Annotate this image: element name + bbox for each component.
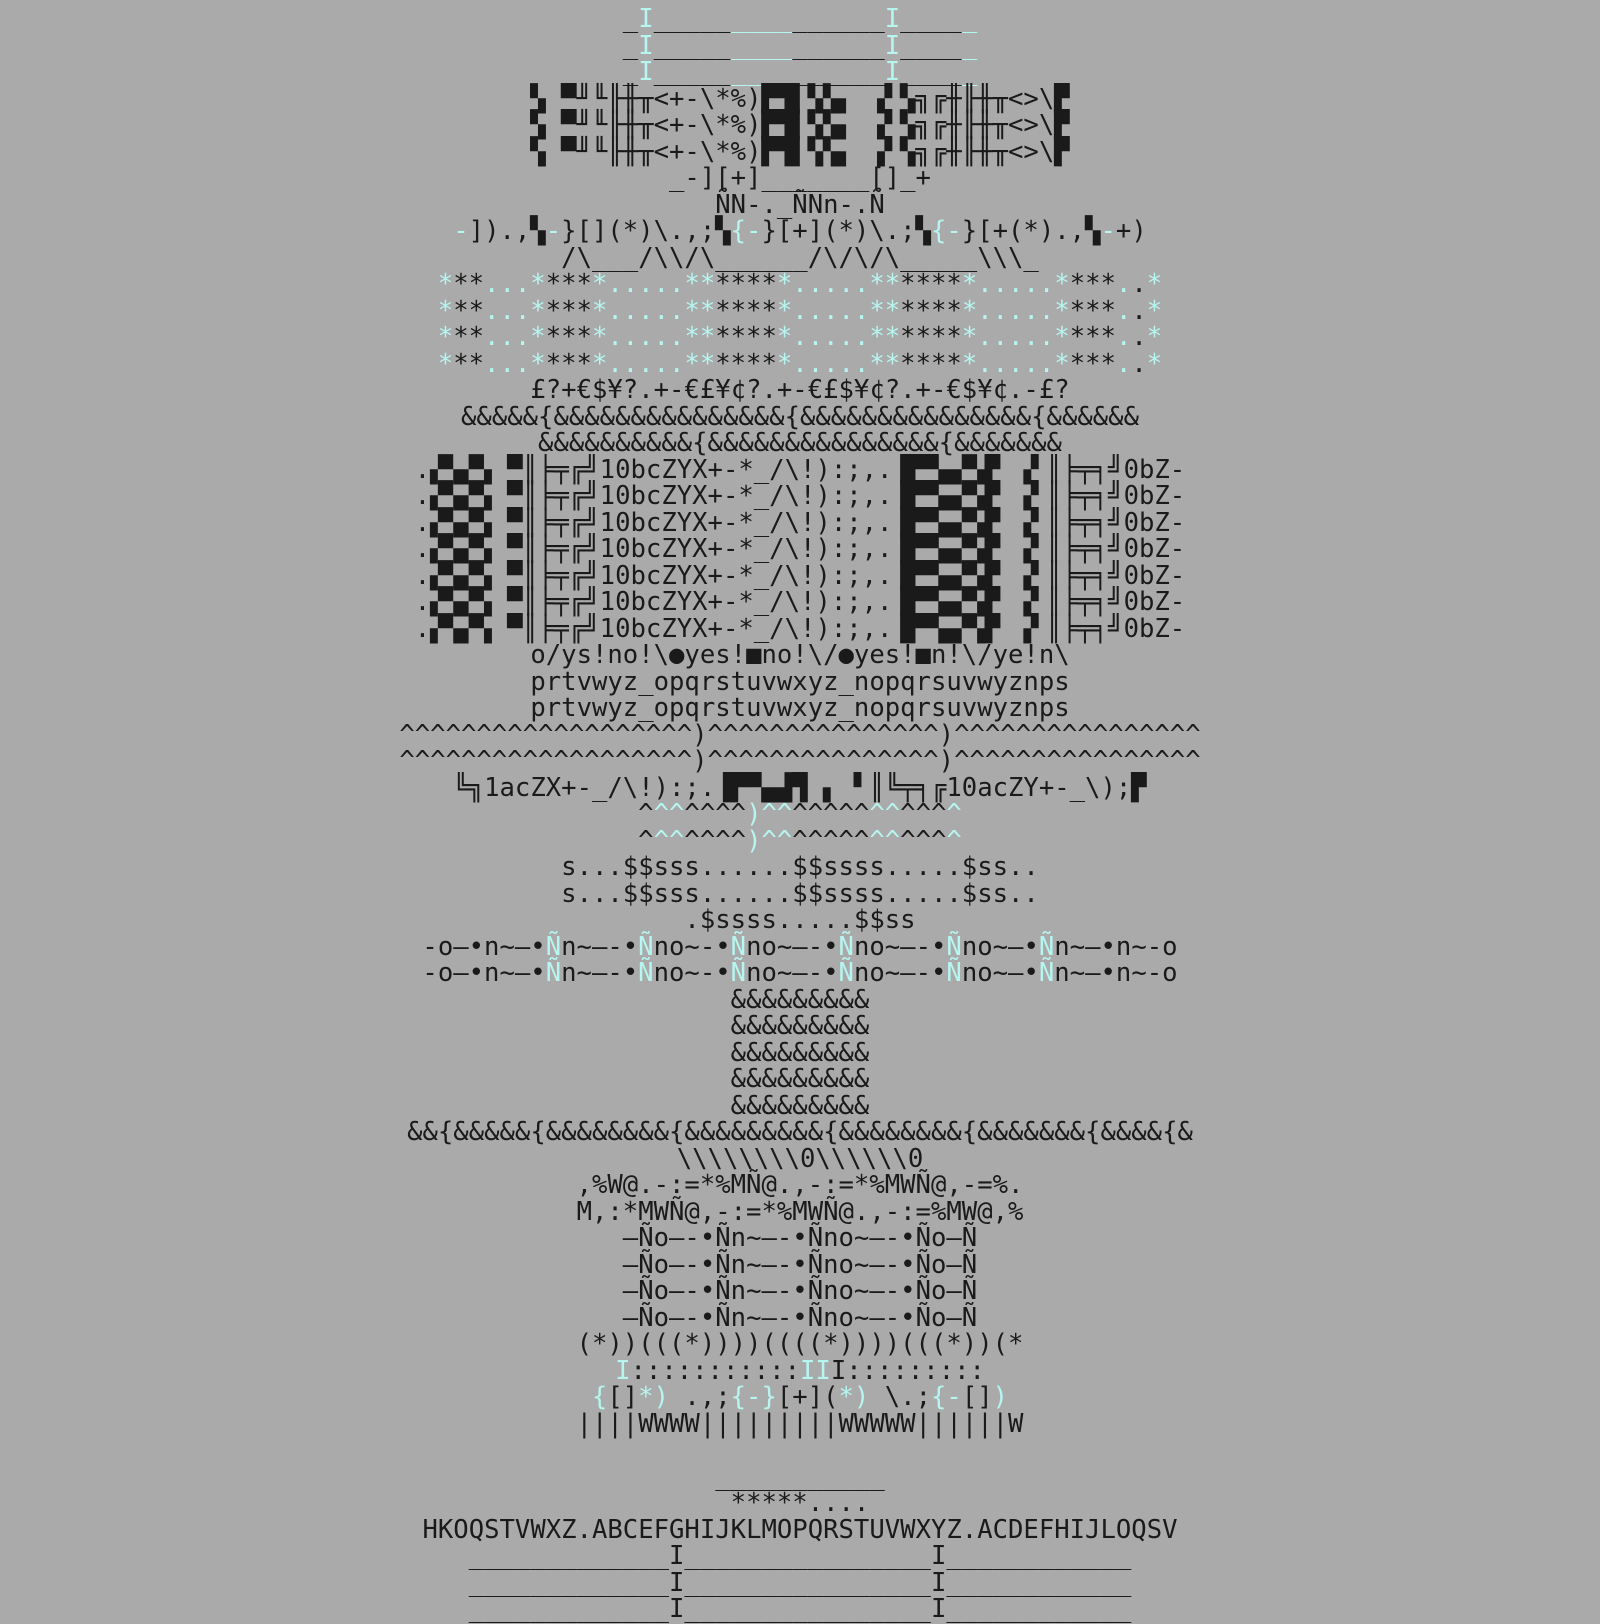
art-segment-highlight: ... [484,295,531,326]
art-line [0,1196,1600,1227]
art-line [0,30,1600,61]
art-line [0,536,1600,563]
art-segment: o/ys!no!\●yes!■no!\/●yes!■n!\/ye!n\ [530,640,1070,670]
art-segment: I::::::::: [830,1355,985,1386]
art-line [0,1331,1600,1358]
art-segment: ^^^^^^^^^^^^^^^^^^^)^^^^^^^^^^^^^^^)^^^^^^^^^^^^^^^^ [399,746,1201,776]
art-segment-highlight: I [884,30,901,61]
art-segment-highlight: ** [684,322,716,352]
art-segment: prtvwyz_opqrstuvwxyz_nopqrsuvwyznps [530,666,1070,697]
art-segment: ____ [900,30,962,61]
art-segment-highlight: ... [484,269,531,299]
art-segment-highlight: ..... [607,348,685,379]
art-segment-highlight: ..... [607,269,685,299]
art-segment-highlight: * [591,269,608,299]
art-segment: ** [453,348,485,379]
art-segment: [] [961,1382,993,1412]
art-segment: _____________I________________I____________ [468,1541,1132,1571]
art-segment-highlight: I [638,4,654,34]
art-line [0,825,1600,856]
art-segment-highlight: * [961,348,978,379]
art-segment: +) [1115,216,1147,246]
art-segment: **** [900,348,962,379]
art-segment: *** [1069,269,1116,299]
art-segment: ^ [638,799,654,829]
art-segment: .▞▚▞▚ ▀║╞╤╔╝10bcZYX+-*_/\!):;,.▐▛▀▄▞▚▛ ▗▘║╞╤╕╝0bZ- [414,507,1186,538]
art-segment: ** [453,322,485,352]
art-segment: no~–-• [853,958,947,988]
art-segment: ]).,▚ [468,216,546,246]
art-segment: no~–-• [853,931,947,962]
art-segment-highlight: ..... [977,269,1055,299]
art-segment: .▞▚▞▚ ▀║╞╤╔╝10bcZYX+-*_/\!):;,.▐▛▀▄▞▚▛ ▗▘║╞╤╕╝0bZ- [414,481,1186,511]
art-segment: ____ [900,57,962,87]
art-segment-highlight: - [545,216,562,246]
art-segment-highlight: ... [484,322,531,352]
art-segment-highlight: Ñ [638,931,654,962]
art-segment-highlight: * [437,322,454,352]
art-line [0,1567,1600,1598]
art-segment-highlight: ____ [730,30,793,61]
art-segment: /\___/\\/\______/\/\/\_____\\\_ [561,242,1039,273]
art-line [0,613,1600,644]
art-line [0,59,1600,86]
art-segment: ▚ ▀╜╙╟╫╥<+-\*%)▛▜▌▚▚▖ ▗▘▚╗╔╫╟╫╥<>\▛ [530,110,1070,140]
art-segment: **** [715,322,777,352]
art-segment: -o–•n~–• [422,931,546,962]
art-segment-highlight: ** [869,269,901,299]
art-segment: **** [900,295,962,326]
art-segment: n~–-• [561,931,639,962]
art-segment: _____ [653,30,731,61]
art-line [0,1302,1600,1333]
art-segment-highlight: Ñ [730,931,747,962]
art-segment-highlight: ^^ [869,799,901,829]
art-line [0,748,1600,775]
art-segment: n~–-• [561,958,639,988]
art-segment-highlight: _ [961,4,978,34]
art-segment: no~-• [653,958,731,988]
art-line [0,1461,1600,1492]
art-segment-highlight: Ñ [838,958,854,988]
art-line [0,1143,1600,1174]
art-segment-highlight: ** [869,348,901,379]
art-segment: *** [545,322,592,352]
art-segment-highlight: ..... [977,295,1055,326]
art-segment-highlight: { [591,1382,608,1412]
art-segment: n~–•n~-o [1054,958,1178,988]
art-segment: no~-• [653,931,731,962]
art-line [0,666,1600,697]
art-segment-highlight: ^^ [653,825,685,856]
art-segment-highlight: * [530,295,546,326]
art-line [0,878,1600,909]
art-segment-highlight: * [1146,269,1163,299]
art-segment-highlight: ^^ [869,825,901,856]
art-segment-highlight: {- [930,1382,962,1412]
art-segment: .▞▚▞▚ ▀║╞╤╔╝10bcZYX+-*_/\!):;,.▐▛▀▄▞▚▛ ▗▘║╞╤╕╝0bZ- [414,587,1186,617]
art-segment: _____________I________________I____________ [468,1567,1132,1598]
art-segment-highlight: * [530,348,546,379]
art-segment-highlight: * [776,348,793,379]
art-segment: prtvwyz_opqrstuvwxyz_nopqrsuvwyznps [530,693,1070,723]
art-line [0,801,1600,828]
art-segment: &&&&&&&&& [730,1090,870,1121]
art-segment-highlight: {- [730,216,762,246]
art-segment-highlight: _ [961,57,978,87]
art-segment-highlight: ..... [792,269,870,299]
art-segment-highlight: Ñ [838,931,854,962]
art-segment-highlight: ^^ [653,799,685,829]
art-segment: –Ño–-•Ñn~–-•Ñno~–-•Ño–Ñ [622,1302,978,1333]
art-segment-highlight: Ñ [946,958,962,988]
art-line [0,589,1600,616]
art-segment: **** [900,269,962,299]
art-segment-highlight: . [1115,295,1132,326]
art-segment: ** [453,295,485,326]
art-segment-highlight: II [800,1355,831,1386]
art-line [0,165,1600,192]
art-line [0,1037,1600,1068]
art-segment: &&&&&{&&&&&&&&&&&&&&&{&&&&&&&&&&&&&&&{&&&&&& [461,401,1139,432]
art-segment-highlight: * [530,322,546,352]
art-segment: **** [715,295,777,326]
art-segment: ^^^^ [684,825,747,856]
art-segment-highlight: * [961,269,978,299]
art-segment-highlight: ..... [977,322,1055,352]
art-segment-highlight: * [1146,295,1163,326]
art-segment-highlight: . [1115,322,1132,352]
art-segment-highlight: * [1146,348,1163,379]
art-segment-highlight: ** [684,348,716,379]
art-line [0,719,1600,750]
art-segment-highlight: - [1100,216,1116,246]
art-segment: [] [607,1382,639,1412]
art-segment: &&&&&&&&& [730,1011,870,1041]
art-segment: s...$$sss......$$ssss.....$ss.. [561,852,1039,882]
art-segment-highlight: * [591,322,608,352]
art-segment: *** [1069,348,1116,379]
art-segment: –Ño–-•Ñn~–-•Ñno~–-•Ño–Ñ [622,1223,978,1253]
art-segment-highlight: *) [838,1382,870,1412]
art-segment: .▞▚▞▚ ▀║╞╤╔╝10bcZYX+-*_/\!):;,.▐▛▀▄▞▚▛ ▗▘║╞╤╕╝0bZ- [414,613,1186,644]
art-segment: *****.... [730,1488,870,1518]
art-segment: _ [622,30,639,61]
art-segment: _____________I________________I____________ [468,1594,1132,1624]
art-line [0,6,1600,33]
art-segment: ^^^^^ [792,825,870,856]
art-segment: }[](*)\.,;▚ [561,216,731,246]
art-line [0,83,1600,114]
art-line [0,931,1600,962]
art-line [0,348,1600,379]
art-segment: .▞▚▞▚ ▀║╞╤╔╝10bcZYX+-*_/\!):;,.▐▛▀▄▞▚▛ ▗▘║╞╤╕╝0bZ- [414,560,1186,591]
art-line [0,1066,1600,1093]
art-segment-highlight: )^^ [746,799,793,829]
art-segment: ^^^^^^^^^^^^^^^^^^^)^^^^^^^^^^^^^^^)^^^^^^^^^^^^^^^^ [399,719,1201,750]
art-line [0,218,1600,245]
art-segment-highlight: * [961,295,978,326]
art-segment: . [1131,269,1147,299]
art-line [0,401,1600,432]
art-segment: .▞▚▞▚ ▀║╞╤╔╝10bcZYX+-*_/\!):;,.▐▛▀▄▞▚▛ ▗▘║╞╤╕╝0bZ- [414,534,1186,564]
art-line [0,1278,1600,1305]
art-segment: ,%W@.-:=*%MÑ@.,-:=*%MWÑ@,-=%. [576,1170,1024,1200]
art-segment-highlight: * [1054,348,1070,379]
art-segment: }[+](*)\.;▚ [761,216,931,246]
art-segment: ____ [900,4,962,34]
art-segment-highlight: ^ [946,825,962,856]
art-line [0,112,1600,139]
art-segment: ^ [638,825,654,856]
art-segment-highlight: * [776,295,793,326]
art-line [0,1119,1600,1146]
art-segment: n~–•n~-o [1054,931,1178,962]
art-segment-highlight: * [1054,295,1070,326]
art-segment: ^^^^^ [792,799,870,829]
art-segment: *** [1069,322,1116,352]
art-segment-highlight: ** [684,269,716,299]
art-line [0,1384,1600,1411]
art-segment-highlight: Ñ [545,931,562,962]
art-segment: ▚ ▀╜╙╟╫╥<+-\*%)▛▜▌▚▚▖ ▗▘▚╗╔╫╟╫╥<>\▛ [530,83,1070,114]
art-segment: .$ssss.....$$ss [684,905,916,935]
art-segment-highlight: Ñ [1038,931,1055,962]
art-segment: M,:*MWÑ@,-:=*%MWÑ@.,-:=%MW@,% [576,1196,1024,1227]
art-segment: ::::::::::: [630,1355,800,1386]
art-line [0,136,1600,167]
art-line [0,1437,1600,1464]
art-segment-highlight: ____ [730,57,793,87]
art-line [0,295,1600,326]
art-segment-highlight: * [1054,322,1070,352]
art-segment: &&{&&&&&{&&&&&&&&{&&&&&&&&&{&&&&&&&&{&&&&&&&{&&&&{& [407,1117,1193,1147]
art-line [0,377,1600,404]
art-segment: -o–•n~–• [422,958,546,988]
art-line [0,242,1600,273]
art-segment: ÑN-._ÑNn-.Ñ [715,189,885,220]
art-line [0,1490,1600,1517]
art-segment: no~–• [961,931,1039,962]
art-line [0,1225,1600,1252]
art-segment-highlight: * [437,269,454,299]
art-line [0,324,1600,351]
art-segment: ** [453,269,485,299]
art-segment: &&&&&&&&& [730,1037,870,1068]
art-segment-highlight: I [638,57,654,87]
art-segment: _____ [653,57,731,87]
art-segment-highlight: * [437,348,454,379]
art-line [0,1090,1600,1121]
art-segment-highlight: I [615,1355,631,1386]
art-segment: .▞▚▞▚ ▀║╞╤╔╝10bcZYX+-*_/\!):;,.▐▛▀▄▞▚▛ ▗▘║╞╤╕╝0bZ- [414,454,1186,485]
art-line [0,984,1600,1015]
art-segment: ||||WWWW|||||||||WWWWW||||||W [576,1408,1024,1439]
art-segment-highlight: * [961,322,978,352]
art-segment-highlight: {-} [730,1382,777,1412]
art-segment-highlight: * [437,295,454,326]
ascii-art-canvas [0,6,1600,1623]
art-segment-highlight: Ñ [638,958,654,988]
art-segment: –Ño–-•Ñn~–-•Ñno~–-•Ño–Ñ [622,1276,978,1306]
art-segment-highlight: - [453,216,469,246]
art-segment-highlight: * [776,322,793,352]
art-segment-highlight: Ñ [946,931,962,962]
art-segment-highlight: * [1146,322,1163,352]
art-segment: &&&&&&&&& [730,1064,870,1094]
art-segment-highlight: )^^ [746,825,793,856]
art-segment: ^^^ [900,825,947,856]
art-segment-highlight: ) [992,1382,1009,1412]
art-segment: ^^^ [900,799,947,829]
art-segment-highlight: . [1115,269,1132,299]
art-segment-highlight: Ñ [730,958,747,988]
art-segment: ▚ ▀╜╙╟╫╥<+-\*%)▛▜▌▚▚▖ ▗▘▚╗╔╫╟╫╥<>\▛ [530,136,1070,167]
art-segment-highlight: ____ [730,4,793,34]
art-segment-highlight: * [530,269,546,299]
art-segment-highlight: ..... [607,322,685,352]
art-line [0,1408,1600,1439]
art-line [0,430,1600,457]
art-line [0,560,1600,591]
art-segment-highlight: ** [869,322,901,352]
art-segment: ______ [792,57,885,87]
art-segment: . [1131,322,1147,352]
art-segment-highlight: Ñ [1038,958,1055,988]
art-segment: _-][+]_______[]_+ [669,163,931,193]
art-segment: ______ [792,30,885,61]
art-segment: **** [715,348,777,379]
art-segment-highlight: ^ [946,799,962,829]
art-segment-highlight: ..... [607,295,685,326]
art-segment: [+]( [776,1382,839,1412]
art-line [0,1172,1600,1199]
art-line [0,1013,1600,1040]
art-segment-highlight: ... [484,348,531,379]
art-segment: *** [545,269,592,299]
art-line [0,695,1600,722]
art-segment: no~–• [961,958,1039,988]
art-segment-highlight: ..... [792,348,870,379]
art-segment: **** [900,322,962,352]
art-segment-highlight: I [638,30,654,61]
art-segment: (*))(((*))))((((*))))(((*))(* [576,1329,1024,1359]
art-segment: ___________ [715,1461,885,1492]
art-segment-highlight: _ [961,30,978,61]
art-segment: **** [715,269,777,299]
art-segment: no~–-• [746,958,839,988]
art-segment: _ [622,4,639,34]
art-segment: &&&&&&&&&&{&&&&&&&&&&&&&&&{&&&&&&& [538,428,1062,458]
art-segment-highlight: * [591,295,608,326]
art-segment: *** [1069,295,1116,326]
art-segment: ______ [792,4,885,34]
art-line [0,1355,1600,1386]
art-segment-highlight: ** [869,295,901,326]
art-segment-highlight: *) [638,1382,669,1412]
art-line [0,907,1600,934]
art-segment-highlight: {- [930,216,962,246]
art-segment: \\\\\\\\0\\\\\\0 [676,1143,924,1174]
art-line [0,772,1600,803]
art-segment: . [1131,348,1147,379]
art-segment: ╚╗1acZX+-_/\!):;.▐▛▀▄▟▜ ▖ ▘║╚╤╕╔10acZY+-_\);▛ [453,772,1147,803]
art-segment: *** [545,348,592,379]
art-line [0,1514,1600,1545]
art-segment-highlight: * [1054,269,1070,299]
art-segment-highlight: I [884,57,901,87]
art-line [0,189,1600,220]
art-segment-highlight: Ñ [545,958,562,988]
art-segment: £?+€$¥?.+-€£¥¢?.+-€£$¥¢?.+-€$¥¢.-£? [530,375,1070,405]
art-line [0,1249,1600,1280]
art-segment: –Ño–-•Ñn~–-•Ñno~–-•Ño–Ñ [622,1249,978,1280]
art-segment-highlight: * [591,348,608,379]
art-segment: }[+(*).,▚ [961,216,1101,246]
art-segment-highlight: ..... [977,348,1055,379]
art-line [0,271,1600,298]
art-segment-highlight: I [884,4,901,34]
art-segment-highlight: * [776,269,793,299]
art-segment: no~–-• [746,931,839,962]
art-line [0,1543,1600,1570]
art-segment: s...$$sss......$$ssss.....$ss.. [561,878,1039,909]
art-segment: *** [545,295,592,326]
art-segment: . [1131,295,1147,326]
art-segment: _ [622,57,639,87]
art-segment-highlight: . [1115,348,1132,379]
art-segment: _____ [653,4,731,34]
art-segment-highlight: ..... [792,322,870,352]
art-segment: &&&&&&&&& [730,984,870,1015]
art-line [0,854,1600,881]
art-line [0,483,1600,510]
art-line [0,454,1600,485]
art-line [0,960,1600,987]
art-line [0,507,1600,538]
art-segment: .,; [669,1382,731,1412]
art-segment: HKOQSTVWXZ.ABCEFGHIJKLMOPQRSTUVWXYZ.ACDEFHIJLOQSV [422,1514,1178,1545]
art-segment: \.; [869,1382,931,1412]
art-segment: ^^^^ [684,799,747,829]
art-segment-highlight: ..... [792,295,870,326]
art-line [0,642,1600,669]
art-segment-highlight: ** [684,295,716,326]
